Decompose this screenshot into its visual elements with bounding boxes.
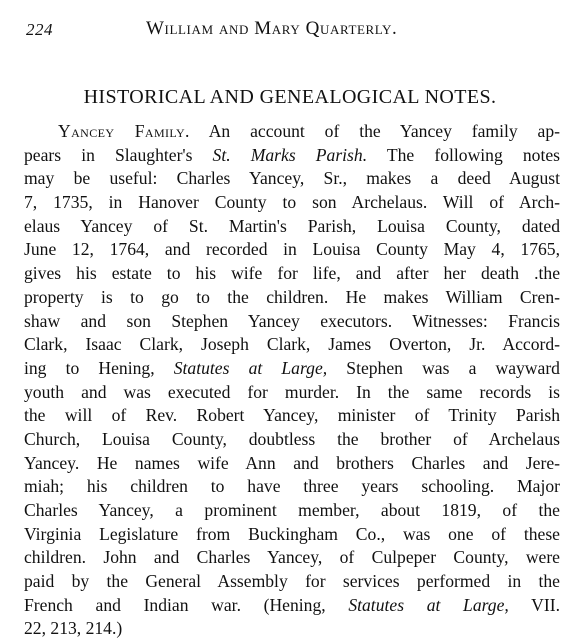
- line-text: Stephen was a wayward: [327, 357, 560, 378]
- paragraph-line: Church, Louisa County, doubtless the brother of Archelaus: [24, 428, 560, 449]
- paragraph-line: may be useful: Charles Yancey, Sr., makes a deed August: [24, 168, 560, 189]
- line-text: French and Indian war. (Hening,: [24, 594, 349, 615]
- yancey-family-paragraph: [24, 120, 560, 641]
- entry-heading: Yancey Family.: [58, 121, 190, 141]
- paragraph-line: 7, 1735, in Hanover County to son Archelaus. Will of Arch-: [24, 192, 560, 213]
- paragraph-line: youth and was executed for murder. In the same records is: [24, 381, 560, 402]
- line-text: An account of the Yancey family ap-: [189, 121, 560, 141]
- line-text: pears in Slaughter's: [24, 144, 213, 165]
- paragraph-line: gives his estate to his wife for life, and after her death .the: [24, 263, 560, 284]
- paragraph-line: elaus Yancey of St. Martin's Parish, Louisa County, dated: [24, 215, 560, 236]
- paragraph-line: paid by the General Assembly for services performed in the: [24, 571, 560, 592]
- line-text: VII.: [508, 594, 560, 615]
- paragraph-line: miah; his children to have three years schooling. Major: [24, 476, 560, 497]
- paragraph-line: Charles Yancey, a prominent member, about 1819, of the: [24, 500, 560, 520]
- paragraph-line: [24, 594, 560, 618]
- book-title: Statutes at Large,: [173, 357, 328, 378]
- paragraph-line: Clark, Isaac Clark, Joseph Clark, James Overton, Jr. Accord-: [24, 334, 560, 355]
- paragraph-line: 22, 213, 214.): [24, 618, 123, 639]
- paragraph-line: the will of Rev. Robert Yancey, minister of Trinity Parish: [24, 405, 560, 426]
- paragraph-line: June 12, 1764, and recorded in Louisa County May 4, 1765,: [24, 239, 560, 260]
- paragraph-line: [24, 144, 560, 168]
- paragraph-line: shaw and son Stephen Yancey executors. Witnesses: Francis: [24, 310, 560, 331]
- journal-title: William and Mary Quarterly.: [146, 18, 398, 39]
- paragraph-line: Yancey. He names wife Ann and brothers Charles and Jere-: [24, 452, 560, 473]
- paragraph-line: children. John and Charles Yancey, of Culpeper County, were: [24, 547, 560, 568]
- book-title: Statutes at Large,: [348, 594, 509, 615]
- paragraph-line: Virginia Legislature from Buckingham Co., was one of these: [24, 523, 560, 544]
- section-title: HISTORICAL AND GENEALOGICAL NOTES.: [83, 86, 497, 108]
- book-title: St. Marks Parish.: [212, 144, 368, 165]
- paragraph-line: [24, 120, 560, 144]
- paragraph-line: [24, 357, 560, 381]
- line-text: ing to Hening,: [24, 357, 174, 378]
- paragraph-line: property is to go to the children. He makes William Cren-: [24, 286, 560, 307]
- line-text: The following notes: [367, 144, 560, 165]
- page-number: 224: [26, 20, 53, 39]
- running-head: [26, 14, 562, 44]
